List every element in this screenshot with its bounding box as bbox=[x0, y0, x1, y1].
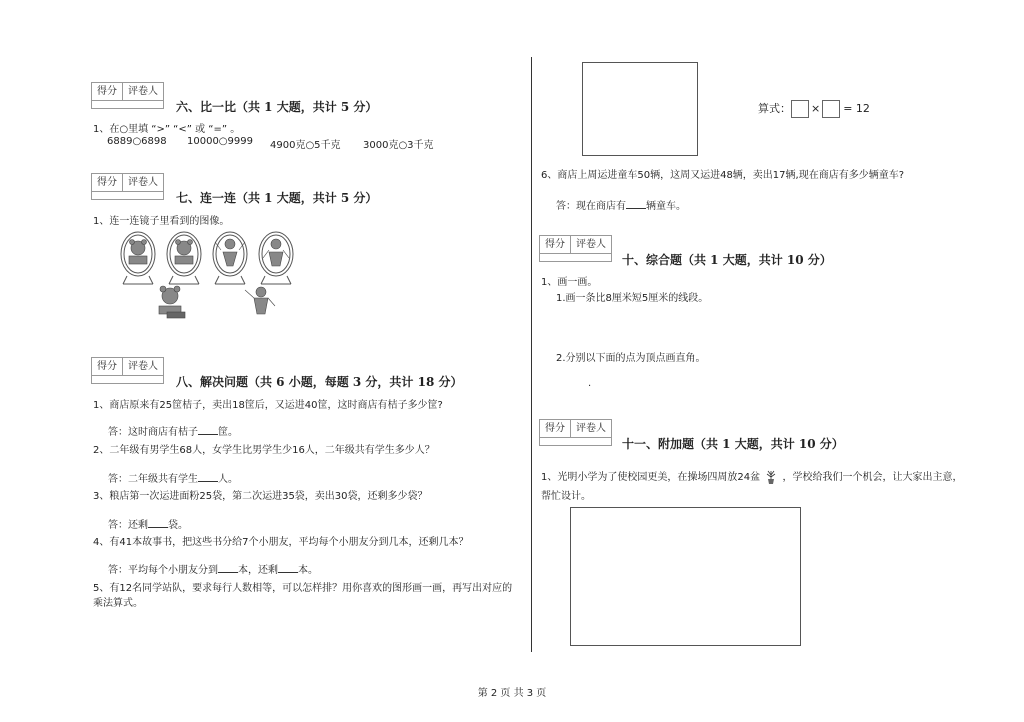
section-11-title: 十一、附加题（共 1 大题，共计 10 分） bbox=[622, 437, 844, 451]
answer-blank[interactable] bbox=[218, 563, 238, 573]
sec11-question-1-line2: 帮忙设计。 bbox=[541, 491, 591, 502]
vertex-dot: . bbox=[588, 378, 592, 389]
page-footer: 第 2 页 共 3 页 bbox=[477, 688, 547, 699]
mirror-matching-illustration bbox=[115, 228, 315, 328]
sec8-question-5-line2: 乘法算式。 bbox=[93, 598, 143, 609]
sec8-question-5-line1: 5、有12名同学站队，要求每行人数相等，可以怎样排？用你喜欢的图形画一画，再写出对应的 bbox=[93, 583, 513, 594]
score-box-sec11 bbox=[539, 419, 612, 446]
compare-item-3: 4900克○5千克 bbox=[270, 140, 341, 151]
section-8-title: 八、解决问题（共 6 小题，每题 3 分，共计 18 分） bbox=[176, 375, 463, 389]
score-label: 得分 bbox=[97, 177, 117, 188]
answer-blank[interactable] bbox=[198, 472, 218, 482]
section-7-title: 七、连一连（共 1 大题，共计 5 分） bbox=[176, 191, 378, 205]
grader-label: 评卷人 bbox=[122, 174, 163, 191]
compare-item-1: 6889○6898 bbox=[107, 136, 167, 147]
formula-blank-1[interactable] bbox=[791, 100, 809, 118]
sec10-sub-1: 1.画一条比8厘米短5厘米的线段。 bbox=[556, 293, 709, 304]
sec11-question-1-line1: 1、光明小学为了使校园更美，在操场四周放24盆 ，学校给我们一个机会，让大家出主意， bbox=[541, 468, 962, 485]
grader-label: 评卷人 bbox=[570, 420, 611, 437]
answer-blank[interactable] bbox=[626, 199, 646, 209]
flower-pot-icon bbox=[766, 469, 776, 485]
sec8-question-1: 1、商店原来有25筐桔子，卖出18筐后，又运进40筐，这时商店有桔子多少筐? bbox=[93, 400, 443, 411]
section-10-title: 十、综合题（共 1 大题，共计 10 分） bbox=[622, 253, 832, 267]
score-label: 得分 bbox=[97, 86, 117, 97]
sec8-question-4: 4、有41本故事书，把这些书分给7个小朋友，平均每个小朋友分到几本，还剩几本？ bbox=[93, 537, 469, 548]
grader-label: 评卷人 bbox=[570, 236, 611, 253]
multiplication-formula: 算式： × = 12 bbox=[758, 100, 870, 118]
sec8-question-3: 3、粮店第一次运进面粉25袋，第二次运进35袋，卖出30袋，还剩多少袋？ bbox=[93, 491, 428, 502]
answer-blank[interactable] bbox=[278, 563, 298, 573]
sec8-answer-1: 答：这时商店有桔子 筐。 bbox=[108, 427, 238, 438]
sec8-answer-2: 答：二年级共有学生 人。 bbox=[108, 474, 238, 485]
score-box-sec8 bbox=[91, 357, 164, 384]
sec8-question-2: 2、二年级有男学生68人，女学生比男学生少16人，二年级共有学生多少人？ bbox=[93, 445, 435, 456]
score-box-sec10 bbox=[539, 235, 612, 262]
grader-label: 评卷人 bbox=[122, 358, 163, 375]
answer-blank[interactable] bbox=[198, 425, 218, 435]
column-divider bbox=[531, 57, 532, 652]
score-box-sec7 bbox=[91, 173, 164, 200]
sec8-question-6: 6、商店上周运进童车50辆，这周又运进48辆，卖出17辆,现在商店有多少辆童车? bbox=[541, 170, 905, 181]
grader-label: 评卷人 bbox=[122, 83, 163, 100]
design-drawing-box[interactable] bbox=[570, 507, 801, 646]
sec7-question-1: 1、连一连镜子里看到的图像。 bbox=[93, 216, 230, 227]
sec8-answer-6: 答：现在商店有 辆童车。 bbox=[556, 201, 686, 212]
answer-blank[interactable] bbox=[148, 518, 168, 528]
score-label: 得分 bbox=[97, 361, 117, 372]
score-label: 得分 bbox=[545, 239, 565, 250]
compare-item-4: 3000克○3千克 bbox=[363, 140, 434, 151]
drawing-box-arrangement[interactable] bbox=[582, 62, 698, 156]
score-box-sec6 bbox=[91, 82, 164, 109]
sec10-question-1: 1、画一画。 bbox=[541, 277, 598, 288]
sec8-answer-4: 答：平均每个小朋友分到 本，还剩 本。 bbox=[108, 565, 318, 576]
section-6-title: 六、比一比（共 1 大题，共计 5 分） bbox=[176, 100, 378, 114]
score-label: 得分 bbox=[545, 423, 565, 434]
formula-blank-2[interactable] bbox=[822, 100, 840, 118]
sec10-sub-2: 2.分别以下面的点为顶点画直角。 bbox=[556, 353, 706, 364]
compare-item-2: 10000○9999 bbox=[187, 136, 253, 147]
sec6-question-1: 1、在○里填 “>” “<” 或 “=” 。 bbox=[93, 124, 241, 135]
sec8-answer-3: 答：还剩 袋。 bbox=[108, 520, 188, 531]
